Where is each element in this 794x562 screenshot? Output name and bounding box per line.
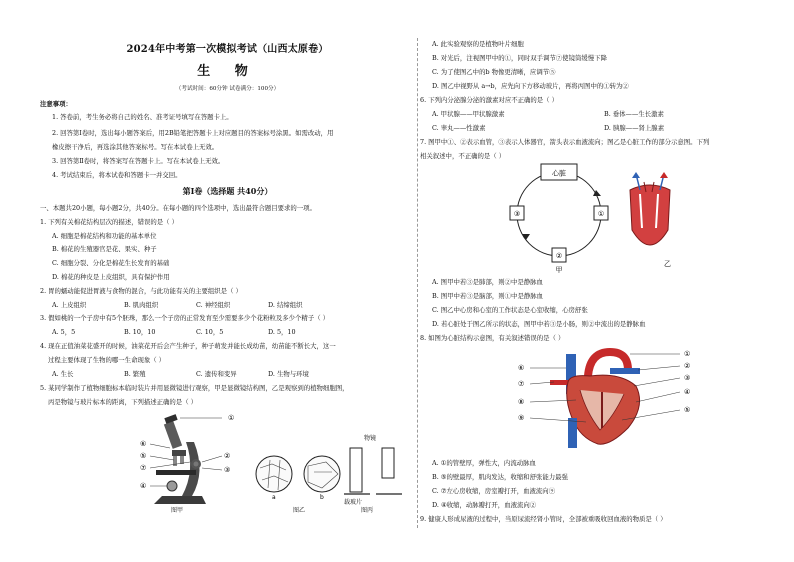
options-row [52, 301, 340, 309]
microscope-label: ④ [140, 482, 147, 490]
option: B. 10，10 [124, 328, 156, 336]
exam-meta: （考试时间：60分钟 试卷满分：100分） [175, 86, 280, 92]
option: B. 垂体——生长激素 [604, 110, 664, 118]
vessel-1-label: ① [597, 210, 605, 218]
question-1-stem: 1. 下列有关棉花结构层次的描述，错误的是（ ） [40, 218, 178, 226]
question-4-stem-cont: 过程主要体现了生物的哪一生命现象（ ） [48, 356, 166, 364]
question-7-stem: 7. 图甲中①、②表示血管，③表示人体器官，箭头表示血液流向；图乙是心脏工作的部分示意图。下列 [420, 138, 710, 146]
left-column [40, 0, 415, 562]
microscope-label: ③ [224, 466, 231, 474]
heart-label: ⑧ [518, 398, 525, 406]
option: C. 神经组织 [196, 301, 231, 309]
option: C. 图乙中心房和心室的工作状态是心室收缩，心房舒张 [432, 306, 588, 314]
slide-label: 载玻片 [344, 499, 363, 506]
organ-3-label: ③ [513, 210, 521, 218]
option: D. 若心脏处于图乙所示的状态，图甲中若③是小肠，则②中流出的是静脉血 [432, 320, 646, 328]
option: C. 10，5 [196, 328, 224, 336]
question-5-stem: 5. 某同学制作了植物细胞标本临时装片并用显微镜进行观察，甲是显微镜结构图，乙是观察到的植物细胞图， [40, 384, 349, 392]
option: A. 此实验观察的是植物叶片细胞 [432, 40, 524, 48]
notice-item: 1. 答卷前，考生务必将自己的姓名、准考证号填写在答题卡上。 [52, 113, 233, 121]
option: A. 图甲中若③是肺部，则②中是静脉血 [432, 278, 543, 286]
heart-label: ② [684, 362, 691, 370]
question-7-stem-cont: 相关叙述中，不正确的是（ ） [420, 152, 506, 160]
question-5-stem-cont: 丙是物镜与玻片标本的距离，下列描述正确的是（ ） [48, 398, 198, 406]
microscope-stage [156, 470, 196, 475]
option: A. 细胞是棉花结构和功能的基本单位 [52, 232, 157, 240]
heart-label: ⑤ [684, 406, 691, 414]
exam-subject: 生 物 [197, 64, 258, 79]
objective-long [382, 448, 394, 478]
option: B. 图甲中若③是脑部，则①中是静脉血 [432, 292, 544, 300]
option: B. 棉花的生殖器官是花、果实、种子 [52, 245, 157, 253]
microscope-label: ① [228, 414, 235, 422]
cell-view-figure [252, 454, 348, 500]
heart-outline [630, 185, 670, 245]
section-heading: 第Ⅰ卷（选择题 共40分） [182, 186, 273, 196]
option: C. 睾丸——性激素 [432, 124, 486, 132]
option: D. 5，10 [268, 328, 296, 336]
options-row [52, 328, 340, 336]
option: A. 上皮组织 [52, 301, 87, 309]
option: D. 结缔组织 [268, 301, 303, 309]
heart-label: ④ [684, 388, 691, 396]
notice-item: 3. 回答第Ⅱ卷时，将答案写在答题卡上。写在本试卷上无效。 [52, 157, 225, 165]
circulation-loop [517, 172, 601, 256]
option: B. 肌肉组织 [124, 301, 159, 309]
microscope-base [154, 496, 206, 504]
option: A. ①的管壁厚，弹性大，内流动脉血 [432, 459, 536, 467]
option: D. 胰腺——肾上腺素 [604, 124, 665, 132]
option: A. 甲状腺——甲状腺激素 [432, 110, 505, 118]
exam-title: 2024年中考第一次模拟考试（山西太原卷） [126, 44, 329, 55]
heart-label: ⑦ [518, 380, 525, 388]
option: D. 生物与环境 [268, 370, 309, 378]
question-8-stem: 8. 如图为心脏结构示意图，有关叙述错误的是（ ） [420, 334, 565, 342]
question-6-stem: 6. 下列内分泌腺分泌的激素对应不正确的是（ ） [420, 96, 558, 104]
sub-label: b [320, 494, 324, 500]
question-4-stem: 4. 现在正值油菜花盛开的时候，油菜花开后会产生种子，种子萌发并能长成幼苗，幼苗能不断长大，这一 [40, 342, 336, 350]
cell-view-a [256, 456, 292, 492]
option: C. 遗传和变异 [196, 370, 237, 378]
option: B. ⑤的壁最厚，肌肉发达，收缩和舒张能力最强 [432, 473, 568, 481]
objective-distance-figure [342, 430, 412, 506]
column-divider [417, 38, 418, 528]
notice-item: 2. 回答第Ⅰ卷时，选出每小题答案后，用2B铅笔把答题卡上对应题目的答案标号涂黑。如需改动，用 [52, 129, 334, 137]
section-intro: 一、本题共20小题，每小题2分，共40分。在每小题的四个选项中，选出最符合题目要求的一项。 [40, 204, 316, 212]
objective-label: 物镜 [364, 435, 377, 442]
microscope-figure [110, 412, 250, 516]
objective-short [350, 448, 362, 492]
microscope-tube [164, 421, 182, 449]
vessel-2-label: ② [555, 252, 563, 260]
right-column [420, 0, 770, 562]
sub-label: a [272, 494, 276, 500]
option: A. 5，5 [52, 328, 76, 336]
heart-label: ③ [684, 374, 691, 382]
microscope-label: ⑥ [140, 440, 147, 448]
option: D. 图乙中视野从 a→b，应先向下方移动玻片，再将丙图中的①转为② [432, 82, 629, 90]
option: B. 繁殖 [124, 370, 146, 378]
microscope-mirror [167, 481, 177, 491]
microscope-label: ② [224, 452, 231, 460]
fine-focus-knob [194, 462, 199, 467]
question-9-stem: 9. 健康人形成尿液的过程中，当原尿流经肾小管时，全部被重吸收回血液的物质是（ ） [420, 515, 667, 523]
question-2-stem: 2. 胃的蠕动能促进胃液与食物的混合，与此功能有关的主要组织是（ ） [40, 287, 242, 295]
option: A. 生长 [52, 370, 74, 378]
option: D. 棉花的种皮是上皮组织，具有保护作用 [52, 273, 170, 281]
option: C. ⑦左心房收缩，房室瓣打开，血液流向⑨ [432, 487, 556, 495]
figure-caption: 图丙 [360, 507, 373, 514]
flow-arrow [660, 172, 668, 178]
inferior-vena-cava [568, 418, 577, 448]
microscope-label: ⑦ [140, 464, 147, 472]
cell-view-b [304, 456, 340, 492]
options-row [432, 124, 664, 132]
notice-item: 橡皮擦干净后，再选涂其他答案标号。写在本试卷上无效。 [52, 143, 219, 151]
options-row [52, 370, 340, 378]
heart-label: 心脏 [552, 169, 566, 178]
option: D. ④收缩，动脉瓣打开，血液流向② [432, 501, 537, 509]
microscope-label: ⑤ [140, 452, 147, 460]
figure-caption: 图甲 [170, 507, 183, 514]
fig-caption: 乙 [664, 260, 671, 268]
options-row [432, 110, 664, 118]
question-3-stem: 3. 假如桃的一个子房中有5个胚珠，那么一个子房的正常发育至少需要多少个花粉粒及多少个精子（ ） [40, 314, 330, 322]
option: B. 对光后，注视图甲中的①，同时双手调节⑦使镜筒缓慢下降 [432, 54, 607, 62]
option: C. 为了使图乙中的b 物像更清晰，应调节⑤ [432, 68, 556, 76]
flow-arrow [632, 172, 640, 178]
microscope-nosepiece [172, 450, 186, 456]
heart-label: ⑨ [518, 414, 525, 422]
circulation-diagram [504, 162, 614, 274]
notice-heading: 注意事项： [40, 100, 72, 108]
fig-caption: 甲 [555, 266, 563, 274]
heart-label: ① [684, 350, 691, 358]
flow-arrow [522, 234, 530, 240]
figure-caption: 图乙 [292, 507, 305, 514]
pulmonary-artery [610, 368, 640, 374]
heart-label: ⑥ [518, 364, 525, 372]
option: C. 细胞分裂、分化是棉花生长发育的基础 [52, 259, 170, 267]
notice-item: 4. 考试结束后，将本试卷和答题卡一并交回。 [52, 171, 182, 179]
heart-working-diagram [620, 170, 680, 270]
heart-structure-diagram [510, 346, 710, 452]
